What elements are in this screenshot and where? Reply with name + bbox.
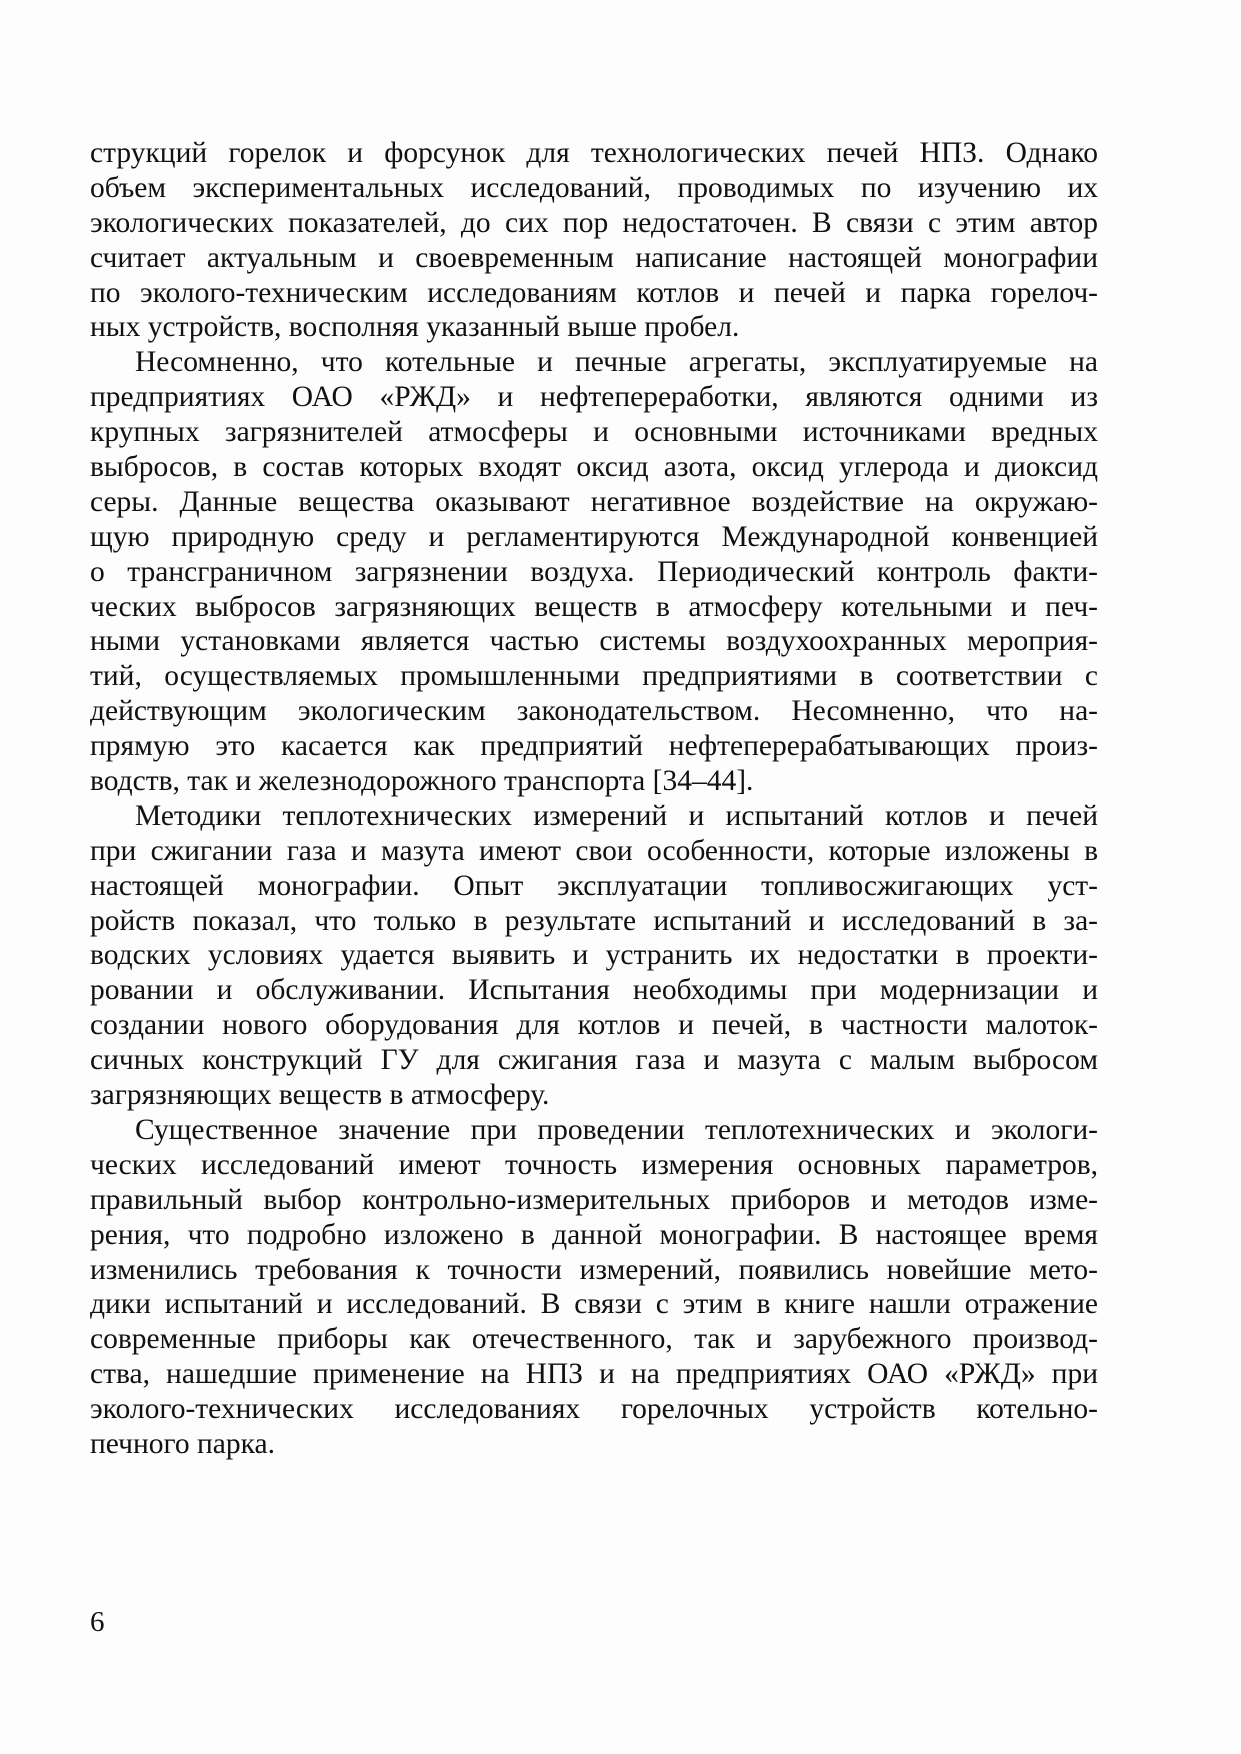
text-line: настоящей монографии. Опыт эксплуатации топливосжигающих уст- — [90, 869, 1098, 902]
text-line: ческих исследований имеют точность измерения основных параметров, — [90, 1148, 1098, 1181]
paragraph — [90, 345, 1098, 799]
text-line: Методики теплотехнических измерений и испытаний котлов и печей — [135, 799, 1098, 832]
text-line: считает актуальным и своевременным написание настоящей монографии — [90, 241, 1098, 274]
text-line: Существенное значение при проведении теплотехнических и экологи- — [135, 1113, 1098, 1146]
paragraph — [90, 1113, 1098, 1462]
text-line: правильный выбор контрольно-измерительных приборов и методов изме- — [90, 1183, 1098, 1216]
text-line: изменились требования к точности измерений, появились новейшие мето- — [90, 1253, 1098, 1286]
text-line: экологических показателей, до сих пор недостаточен. В связи с этим автор — [90, 206, 1098, 239]
text-line: ческих выбросов загрязняющих веществ в атмосферу котельными и печ- — [90, 590, 1098, 623]
text-line: щую природную среду и регламентируются Международной конвенцией — [90, 520, 1098, 553]
page-number: 6 — [90, 1606, 105, 1638]
text-line: создании нового оборудования для котлов и печей, в частности малоток- — [90, 1009, 1098, 1042]
text-line: выбросов, в состав которых входят оксид азота, оксид углерода и диоксид — [90, 451, 1098, 484]
text-line: водских условиях удается выявить и устранить их недостатки в проекти- — [90, 939, 1098, 972]
paragraph — [90, 136, 1098, 345]
text-line: крупных загрязнителей атмосферы и основными источниками вредных — [90, 416, 1098, 449]
text-line: эколого-технических исследованиях горелочных устройств котельно- — [90, 1393, 1098, 1426]
text-line: прямую это касается как предприятий нефтеперерабатывающих произ- — [90, 730, 1098, 763]
text-line: рения, что подробно изложено в данной монографии. В настоящее время — [90, 1218, 1098, 1251]
body-text — [90, 136, 1098, 1462]
text-line: Несомненно, что котельные и печные агрегаты, эксплуатируемые на — [135, 346, 1098, 379]
text-line: объем экспериментальных исследований, проводимых по изучению их — [90, 171, 1098, 204]
text-line: при сжигании газа и мазута имеют свои особенности, которые изложены в — [90, 834, 1098, 867]
text-line: печного парка. — [90, 1427, 275, 1460]
text-line: ными установками является частью системы воздухоохранных мероприя- — [90, 625, 1098, 658]
text-line: водств, так и железнодорожного транспорта [34–44]. — [90, 765, 754, 798]
text-line: ства, нашедшие применение на НПЗ и на предприятиях ОАО «РЖД» при — [90, 1358, 1098, 1391]
text-line: дики испытаний и исследований. В связи с этим в книге нашли отражение — [90, 1288, 1098, 1321]
text-line: серы. Данные вещества оказывают негативное воздействие на окружаю- — [90, 485, 1098, 518]
text-line: ройств показал, что только в результате испытаний и исследований в за- — [90, 904, 1098, 937]
text-line: предприятиях ОАО «РЖД» и нефтепереработки, являются одними из — [90, 381, 1098, 414]
text-line: ровании и обслуживании. Испытания необходимы при модернизации и — [90, 974, 1098, 1007]
text-line: ных устройств, восполняя указанный выше пробел. — [90, 311, 740, 344]
text-line: по эколого-техническим исследованиям котлов и печей и парка горелоч- — [90, 276, 1098, 309]
text-line: о трансграничном загрязнении воздуха. Периодический контроль факти- — [90, 555, 1098, 588]
paragraph — [90, 799, 1098, 1113]
text-line: современные приборы как отечественного, так и зарубежного производ- — [90, 1323, 1098, 1356]
text-line: действующим экологическим законодательством. Несомненно, что на- — [90, 695, 1098, 728]
text-line: сичных конструкций ГУ для сжигания газа и мазута с малым выбросом — [90, 1044, 1098, 1077]
text-line: загрязняющих веществ в атмосферу. — [90, 1079, 550, 1112]
text-line: тий, осуществляемых промышленными предприятиями в соответствии с — [90, 660, 1098, 693]
text-line: струкций горелок и форсунок для технологических печей НПЗ. Однако — [90, 137, 1098, 169]
